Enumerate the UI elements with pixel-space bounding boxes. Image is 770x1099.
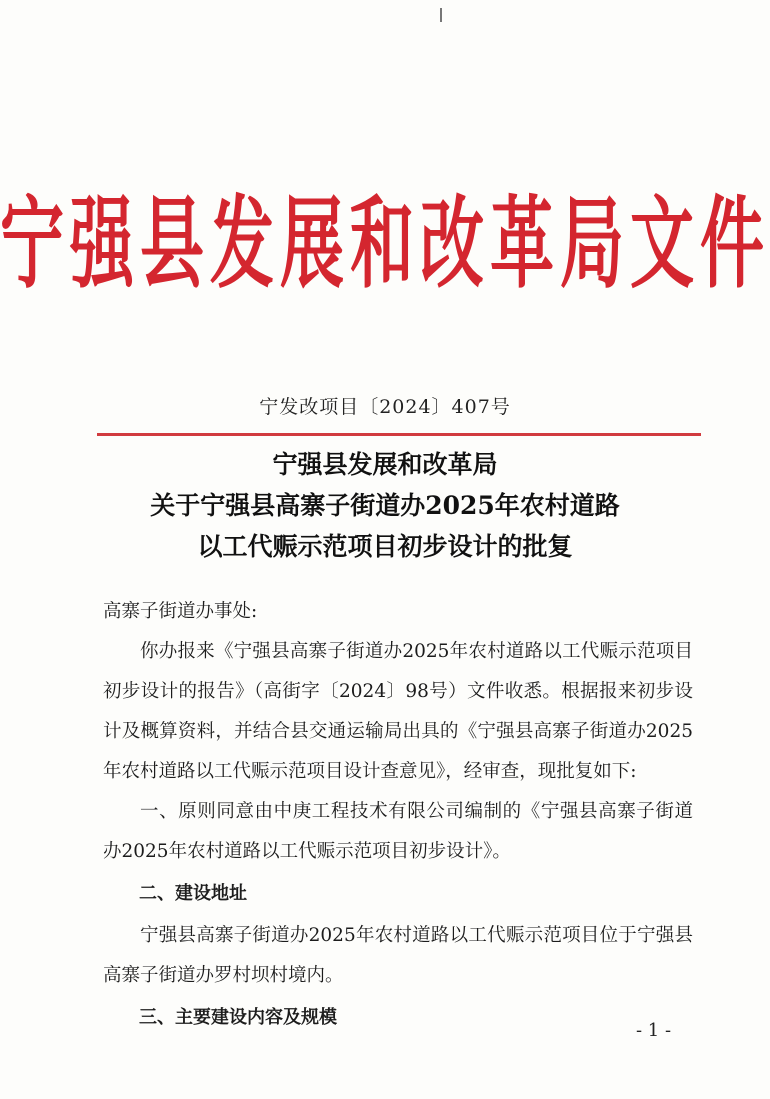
page-number: - 1 - xyxy=(636,1020,672,1041)
document-title xyxy=(0,444,770,567)
red-divider-line xyxy=(97,433,701,436)
title-line-2: 关于宁强县高寨子街道办2025年农村道路 xyxy=(150,491,620,520)
salutation: 高寨子街道办事处: xyxy=(103,601,258,622)
paragraph-3: 宁强县高寨子街道办2025年农村道路以工代赈示范项目位于宁强县高寨子街道办罗村坝村境内。 xyxy=(103,925,693,986)
document-body xyxy=(103,592,693,1040)
title-line-1: 宁强县发展和改革局 xyxy=(272,450,498,479)
scan-mark xyxy=(440,8,442,22)
paragraph-1: 你办报来《宁强县高寨子街道办2025年农村道路以工代赈示范项目初步设计的报告》（高街字〔2024〕98号）文件收悉。根据报来初步设计及概算资料，并结合县交通运输局出具的《宁强县高寨子街道办2025年农村道路以工代赈示范项目设计查意见》，经审查，现批复如下: xyxy=(103,641,693,782)
title-line-3: 以工代赈示范项目初步设计的批复 xyxy=(197,532,573,561)
paragraph-2: 一、原则同意由中庚工程技术有限公司编制的《宁强县高寨子街道办2025年农村道路以工代赈示范项目初步设计》。 xyxy=(103,801,693,862)
section-heading-3: 三、主要建设内容及规模 xyxy=(139,1007,337,1028)
section-heading-2: 二、建设地址 xyxy=(139,883,247,904)
masthead-title: 宁强县发展和改革局文件 xyxy=(0,188,770,303)
document-number: 宁发改项目〔2024〕407号 xyxy=(259,396,511,418)
